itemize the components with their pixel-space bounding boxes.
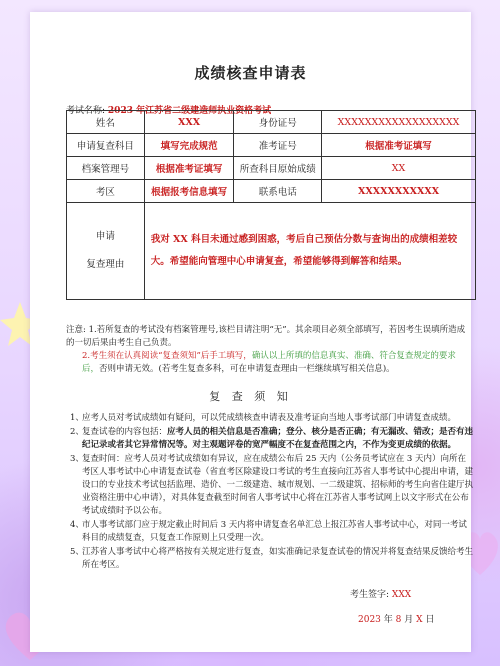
notes-section [66,324,472,376]
rule-number: 5、 [70,547,84,557]
note-2-part-a: 2.考生须在认真阅读“复查须知”后手工填写， [82,351,252,361]
application-form-paper [30,12,474,652]
rule-item [70,453,474,518]
date-day-label: 日 [425,615,435,625]
signature-line [350,587,411,600]
phone-label: 联系电话 [234,180,322,203]
rule-number: 2、 [70,427,84,437]
note-2-part-c: 否则申请无效。(若考生复查多科，可在申请复查理由一栏继续填写相关信息)。 [99,364,395,374]
date-year[interactable]: 2023 [358,615,381,625]
note-2 [66,350,472,376]
file-field[interactable]: 根据准考证填写 [144,157,234,180]
note-2-part-b: 确认以上所填的信息真实、准确、符合复查规定的要求后， [82,351,456,374]
rule-number: 1、 [70,413,84,423]
date-month[interactable]: 8 [395,615,402,625]
name-label: 姓名 [67,111,145,134]
rules-title: 复 查 须 知 [209,390,292,403]
rule-item [70,426,474,452]
reason-field[interactable]: 我对 XX 科目未通过感到困惑，考后自己预估分数与查询出的成绩相差较大。希望能向管理中心申请复查，希望能够得到解答和结果。 [144,203,475,300]
id-label: 身份证号 [234,111,322,134]
rule-number: 3、 [70,454,84,464]
page-title: 成绩核查申请表 [194,64,307,82]
rule-item [70,412,474,425]
subject-label: 申请复查科目 [67,134,145,157]
rules-list [70,412,474,573]
phone-field[interactable]: XXXXXXXXXXX [322,180,476,203]
signature-label: 考生签字: [350,590,390,600]
signature-field[interactable]: XXX [391,590,412,600]
score-field[interactable]: XX [322,157,476,180]
date-month-label: 月 [404,615,414,625]
name-field[interactable]: XXX [144,111,234,134]
rule-text: 应考人员对考试成绩如有疑问，可以凭成绩核查申请表及准考证向当地人事考试部门申请复查成绩。 [82,413,457,423]
rule-text-bold: 应考人员的相关信息是否准确；登分、核分是否正确；有无漏改、错改；是否有违纪记录或者其它异常情况等。对主观题评卷的宽严幅度不在复查范围之内，不作为变更成绩的依据。 [82,427,474,450]
reason-label-line2: 复查理由 [86,259,125,270]
rule-text: 市人事考试部门应于规定截止时间后 3 天内将申请复查名单汇总上报江苏省人事考试中心，对同一考试科目的成绩复查，只复查工作原则上只受理一次。 [82,520,467,543]
rule-text: 江苏省人事考试中心将严格按有关规定进行复查，如实准确记录复查试卷的情况并将复查结果反馈给考生所在考区。 [82,547,474,570]
reason-label [67,203,145,300]
subject-field[interactable]: 填写完成规范 [144,134,234,157]
area-label: 考区 [67,180,145,203]
exam-name-value: 2023 年江苏省二级建造师执业资格考试 [107,106,272,116]
application-table [66,110,476,300]
area-field[interactable]: 根据报考信息填写 [144,180,234,203]
score-label: 所查科目原始成绩 [234,157,322,180]
note-1: 注意: 1.若所复查的考试没有档案管理号,该栏目请注明“无”。其余项目必须全部填写，若因考生误填所造成的一切后果由考生自己负责。 [66,325,466,348]
rule-number: 4、 [70,520,84,530]
exam-name-label: 考试名称: [66,106,106,116]
rule-text: 复查时间：应考人员对考试成绩如有异议，应在成绩公布后 25 天内（公务员考试应在 3 天内）向所在考区人事考试中心申请复查试卷（省直考区除建设口考试的考生直接向江苏省人事考试中心提出申请，建设口的专业技术考试包括监理、造价、一二级建造、城市规划、一二级建筑、招标师的考生向省住建厅执业资格注册中心申请），对具体复查截至时间省人事考试中心将在江苏省人事考试网上以文字形式在公布考试成绩时予以公布。 [82,454,474,516]
reason-label-line1: 申请 [95,231,115,242]
ticket-field[interactable]: 根据准考证填写 [322,134,476,157]
rule-item [70,519,474,545]
rule-text: 复查试卷的内容包括： [82,427,168,437]
id-field[interactable]: XXXXXXXXXXXXXXXXXX [322,111,476,134]
ticket-label: 准考证号 [234,134,322,157]
rule-item [70,546,474,572]
date-line [358,612,434,625]
file-label: 档案管理号 [67,157,145,180]
date-year-label: 年 [383,615,393,625]
date-day[interactable]: X [416,615,423,625]
